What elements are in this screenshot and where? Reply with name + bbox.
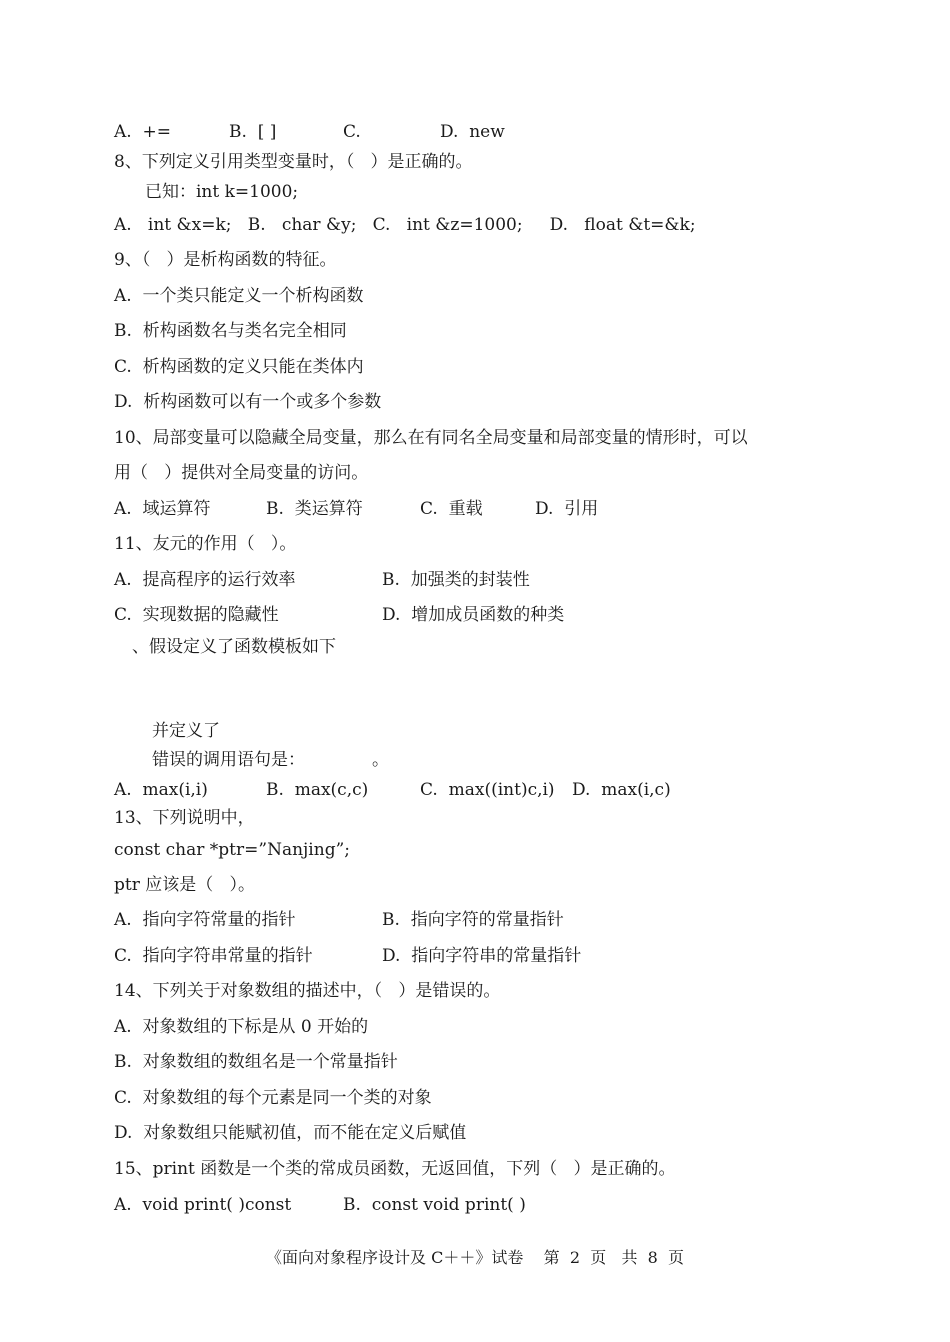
question-15: 15、print 函数是一个类的常成员函数，无返回值，下列（ ）是正确的。	[114, 1159, 676, 1179]
question-12-option-d: D. max(i,c)	[572, 780, 671, 800]
question-14-option-b: B. 对象数组的数组名是一个常量指针	[114, 1052, 398, 1072]
question-11-option-a: A. 提高程序的运行效率	[114, 570, 296, 590]
question-15-option-a: A. void print( )const	[114, 1195, 292, 1215]
question-9: 9、（ ）是析构函数的特征。	[114, 250, 337, 270]
q7-option-c: C.	[343, 122, 361, 142]
question-10-line-1: 10、局部变量可以隐藏全局变量，那么在有同名全局变量和局部变量的情形时，可以	[114, 428, 748, 448]
question-13-option-d: D. 指向字符串的常量指针	[382, 946, 582, 966]
question-14-option-a: A. 对象数组的下标是从 0 开始的	[114, 1017, 369, 1037]
q7-option-b: B. [ ]	[229, 122, 277, 142]
q7-option-a: A. +=	[114, 122, 171, 142]
question-12: 、假设定义了函数模板如下	[132, 637, 336, 657]
question-13-option-c: C. 指向字符串常量的指针	[114, 946, 313, 966]
question-13-code: const char *ptr=”Nanjing”;	[114, 840, 350, 860]
question-15-option-b: B. const void print( )	[343, 1195, 526, 1215]
question-9-option-a: A. 一个类只能定义一个析构函数	[114, 286, 364, 306]
question-11-option-c: C. 实现数据的隐藏性	[114, 605, 279, 625]
question-12-option-a: A. max(i,i)	[114, 780, 208, 800]
question-13-option-b: B. 指向字符的常量指针	[382, 910, 564, 930]
question-13-option-a: A. 指向字符常量的指针	[114, 910, 296, 930]
question-10-option-c: C. 重载	[420, 499, 483, 519]
question-13-stem: ptr 应该是（ ）。	[114, 875, 255, 895]
question-8-given: 已知：int k=1000;	[145, 182, 299, 202]
question-10-option-a: A. 域运算符	[114, 499, 211, 519]
question-11-option-b: B. 加强类的封装性	[382, 570, 530, 590]
question-12-option-b: B. max(c,c)	[266, 780, 369, 800]
question-14: 14、下列关于对象数组的描述中，（ ）是错误的。	[114, 981, 501, 1001]
question-10-option-d: D. 引用	[535, 499, 599, 519]
question-13: 13、下列说明中，	[114, 808, 255, 828]
question-11-option-d: D. 增加成员函数的种类	[382, 605, 565, 625]
question-9-option-b: B. 析构函数名与类名完全相同	[114, 321, 347, 341]
question-8-options: A. int &x=k; B. char &y; C. int &z=1000; D. float &t=&k;	[114, 215, 696, 235]
question-12-period: 。	[372, 750, 389, 770]
question-9-option-c: C. 析构函数的定义只能在类体内	[114, 357, 364, 377]
question-9-option-d: D. 析构函数可以有一个或多个参数	[114, 392, 382, 412]
page-footer: 《面向对象程序设计及 C＋＋》试卷 第 2 页 共 8 页	[266, 1248, 684, 1267]
question-14-option-d: D. 对象数组只能赋初值，而不能在定义后赋值	[114, 1123, 467, 1143]
question-10-line-2: 用（ ）提供对全局变量的访问。	[114, 463, 369, 483]
question-12-prompt: 错误的调用语句是：	[152, 750, 305, 770]
question-12-option-c: C. max((int)c,i)	[420, 780, 555, 800]
question-10-option-b: B. 类运算符	[266, 499, 363, 519]
question-14-option-c: C. 对象数组的每个元素是同一个类的对象	[114, 1088, 432, 1108]
question-8: 8、下列定义引用类型变量时，（ ）是正确的。	[114, 152, 473, 172]
question-12-definition: 并定义了	[152, 721, 220, 741]
q7-option-d: D. new	[440, 122, 505, 142]
question-11: 11、友元的作用（ ）。	[114, 534, 297, 554]
